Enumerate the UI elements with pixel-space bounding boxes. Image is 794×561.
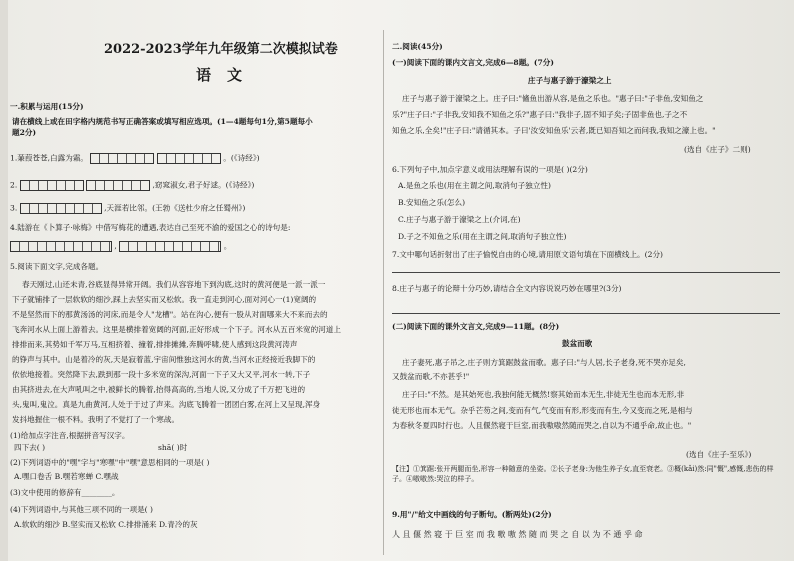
- answer-grid[interactable]: [90, 153, 154, 164]
- q1-suffix: 。(《诗经》): [223, 153, 260, 163]
- part2-source: (选自《庄子·至乐》): [686, 450, 752, 459]
- q6-option-c: C.庄子与惠子游于濠梁之上(介词,在): [398, 215, 521, 224]
- left-column: [8, 0, 380, 561]
- subquestion-1b: shā( )时: [158, 443, 188, 452]
- part1-source: (选自《庄子》二则): [684, 145, 751, 154]
- question-9: 9.用"/"给文中画线的句子断句。(断两处)(2分): [392, 510, 552, 519]
- passage-line: 春天刚过,山还未青,谷底显得异常开阔。我们从容容地下到沟底,这时的黄河便是一派一派一: [22, 280, 326, 289]
- question-5: 5.阅读下面文字,完成各题。: [10, 262, 104, 271]
- right-column: [388, 0, 786, 561]
- section1-heading: 一.积累与运用(15分): [10, 102, 84, 111]
- column-divider: [383, 30, 384, 555]
- q2-suffix: ,窈窕淑女,君子好逑。(《诗经》): [152, 180, 255, 190]
- question-1: [10, 153, 260, 164]
- exam-title: 2022-2023学年九年级第二次模拟试卷: [104, 42, 338, 57]
- question-6: 6.下列句子中,加点字意义或用法理解有误的一项是( )(2分): [392, 165, 588, 174]
- subject-title: 语文: [196, 66, 259, 84]
- subquestion-4-options: A.软软的细沙 B.坚实而又松软 C.排排涌来 D.青冷的灰: [14, 520, 198, 529]
- subquestion-1: (1)给加点字注音,根据拼音写汉字。: [10, 431, 130, 440]
- question-8: 8.庄子与惠子的论辩十分巧妙,请结合全文内容说说巧妙在哪里?(3分): [392, 284, 622, 293]
- q1-text: 1.蒹葭苍苍,白露为霜。: [10, 153, 89, 163]
- answer-grid[interactable]: [20, 203, 102, 214]
- answer-grid[interactable]: [157, 153, 221, 164]
- part2-text-line: 又鼓盆而歌,不亦甚乎!": [392, 372, 470, 381]
- answer-line[interactable]: [392, 313, 780, 314]
- question-2: 2. ,窈窕淑女,君子好逑。(《诗经》): [10, 180, 255, 190]
- question-4: 4.陆游在《卜算子·咏梅》中借写梅花的遭遇,表达自己至死不渝的爱国之心的诗句是:: [10, 223, 291, 232]
- subquestion-2: (2)下列词语中的"嘿"字与"寒嘿"中"嘿"意思相同的一项是( ): [10, 458, 210, 467]
- passage-line: 下子就铺排了一层软软的细沙,踩上去坚实而又松软。我一直走到河心,面对河心一(1)宽阔的: [12, 295, 317, 304]
- q3-suffix: ,天涯若比邻。(王勃《送杜少府之任蜀州》): [104, 203, 246, 213]
- passage-line: 飞奔河水从上面上游着去。这里是横排着宽阔的河面,正好形成一个下子。河水从五百米宽的河道上: [12, 325, 341, 334]
- passage-line: 依依地接着。突然降下去,跌到那一段十多米宽的深沟,河面一下子又大又平,河水一转,下子: [12, 370, 311, 379]
- part2-text-line: 为春秋冬夏四时行也。人且偃然寝于巨室,而我嗷嗷然随而哭之,自以为不通乎命,故止也。": [392, 421, 692, 430]
- part2-text-line: 庄子妻死,惠子吊之,庄子则方箕踞鼓盆而歌。惠子曰:"与人居,长子老身,死不哭亦足矣,: [402, 358, 686, 367]
- passage-line: 头,鬼叫,鬼泣。真是九曲黄河,人处于于过了声来。沟底飞腾着一团团白雾,在河上又呈现,浑身: [12, 400, 321, 409]
- subquestion-3: (3)文中使用的修辞有________。: [10, 488, 120, 497]
- q4-end: 。: [223, 241, 232, 251]
- passage-line: 的铮声与其中。山是着冷的灰,天是寂着蓝,宇宙间惟独这河水的黄,当河水正经接近我脚下的: [12, 355, 316, 364]
- instruction-line1: 请在横线上或在田字格内规范书写正确答案或填写相应选项。(1—4题每句1分,第5题每小: [12, 117, 313, 126]
- answer-grid[interactable]: [10, 241, 112, 252]
- q6-option-b: B.安知鱼之乐(怎么): [398, 198, 466, 207]
- annotations: 【注】①箕踞:张开两腿而坐,形容一种随意的坐姿。②长子老身:为他生养子女,直至衰老。③概(kǎi)然:同"慨",感慨,悲伤的样子。④嗷嗷然:哭泣的样子。: [392, 465, 774, 483]
- part1-title: 庄子与惠子游于濠梁之上: [528, 76, 612, 85]
- question-4-grids: , 。: [10, 241, 231, 252]
- part1-text-line: 知鱼之乐,全矣!"庄子曰:"请循其本。子曰'汝安知鱼乐'云者,既已知吾知之而问我,我知之濠上也。": [392, 126, 716, 135]
- instruction-line2: 题2分): [12, 128, 37, 137]
- part2-text-line: 庄子曰:"不然。是其始死也,我独何能无概然!察其始而本无生,非徒无生也而本无形,非: [402, 390, 685, 399]
- q6-option-a: A.是鱼之乐也(用在主谓之间,取消句子独立性): [398, 181, 551, 190]
- passage-line: 发抖地握住一根不料。我明了不觉打了一个寒战。: [12, 415, 180, 424]
- passage-line: 排排而来,其势如千军万马,互相挤着、撞着,排排摊摊,奔腾呼啸,使人感到这段黄河涛声: [12, 340, 298, 349]
- part2-text-line: 徒无形也而本无气。杂乎芒芴之间,变而有气,气变而有形,形变而有生,今又变而之死,是相与: [392, 406, 693, 415]
- part2-heading: (二)阅读下面的课外文言文,完成9—11题。(8分): [392, 322, 560, 331]
- part1-text-line: 庄子与惠子游于濠梁之上。庄子曰:"鯈鱼出游从容,是鱼之乐也。"惠子曰:"子非鱼,安知鱼之: [402, 94, 704, 103]
- q6-option-d: D.子之不知鱼之乐(用在主谓之间,取消句子独立性): [398, 232, 567, 241]
- subquestion-4: (4)下列词语中,与其他三项不同的一项是( ): [10, 505, 154, 514]
- part1-text-line: 乐?"庄子曰:"子非我,安知我不知鱼之乐?"惠子曰:"我非子,固不知子矣;子固非鱼也,子之不: [392, 110, 688, 119]
- section2-heading: 二.阅读(45分): [392, 42, 443, 51]
- subquestion-2-options: A.嘿口卷舌 B.嘿若寒蝉 C.嘿战: [14, 472, 119, 481]
- answer-line[interactable]: [392, 272, 780, 273]
- subquestion-1a: 四下去( ): [14, 443, 46, 452]
- part1-heading: (一)阅读下面的课内文言文,完成6—8题。(7分): [392, 58, 554, 67]
- passage-line: 由其挤进去,在大声吼叫之中,被鲜长的腾着,抬得高高的,当地人说,又分成了千万把飞迸的: [12, 385, 306, 394]
- q9-sentence[interactable]: 人 且 偃 然 寝 于 巨 室 而 我 嗷 嗷 然 随 而 哭 之 自 以 为 不 通 乎 命: [392, 530, 643, 539]
- binding-margin: [0, 0, 8, 561]
- answer-grid[interactable]: [86, 180, 150, 191]
- answer-grid[interactable]: [119, 241, 221, 252]
- part2-title: 鼓盆而歌: [562, 339, 593, 348]
- passage-line: 不是坚然而下的那黄汤汤的河床,而是令人"龙槽"。站在沟心,便有一股从对面哪来大不来而去的: [12, 310, 328, 319]
- question-7: 7.文中哪句话折射出了庄子愉悦自由的心境,请用原文语句填在下面横线上。(2分): [392, 250, 664, 259]
- answer-grid[interactable]: [20, 180, 84, 191]
- question-3: 3. ,天涯若比邻。(王勃《送杜少府之任蜀州》): [10, 203, 246, 213]
